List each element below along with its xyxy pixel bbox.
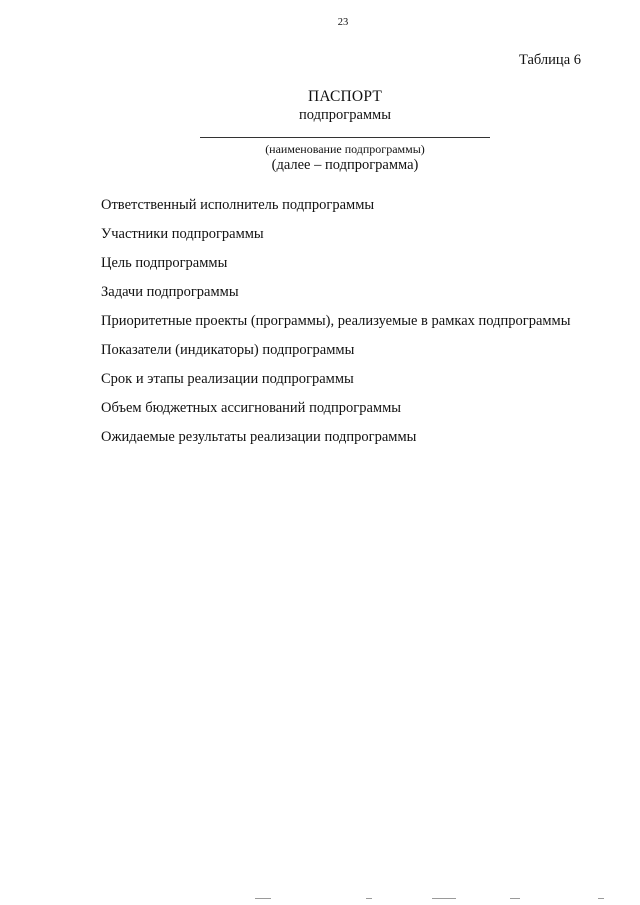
passport-item: Ожидаемые результаты реализации подпрограммы: [101, 429, 417, 445]
document-title: ПАСПОРТ: [307, 88, 383, 105]
scan-artifact-marks: [0, 896, 640, 902]
passport-item: Задачи подпрограммы: [101, 284, 239, 300]
passport-item: Показатели (индикаторы) подпрограммы: [101, 342, 355, 358]
passport-item: Ответственный исполнитель подпрограммы: [101, 197, 375, 213]
passport-item: Участники подпрограммы: [101, 226, 264, 242]
passport-item: Срок и этапы реализации подпрограммы: [101, 371, 354, 387]
subprogram-name-caption: (наименование подпрограммы): [265, 142, 425, 156]
passport-items-list: [101, 195, 570, 456]
passport-item: Цель подпрограммы: [101, 255, 228, 271]
passport-item: Объем бюджетных ассигнований подпрограммы: [101, 400, 402, 416]
subprogram-name-underline: [200, 137, 490, 138]
document-subtitle: подпрограммы: [299, 107, 391, 123]
passport-item: Приоритетные проекты (программы), реализуемые в рамках подпрограммы: [101, 313, 571, 329]
hereafter-note: (далее – подпрограмма): [271, 157, 419, 173]
page-number: 23: [337, 17, 349, 28]
table-label: Таблица 6: [518, 52, 581, 68]
